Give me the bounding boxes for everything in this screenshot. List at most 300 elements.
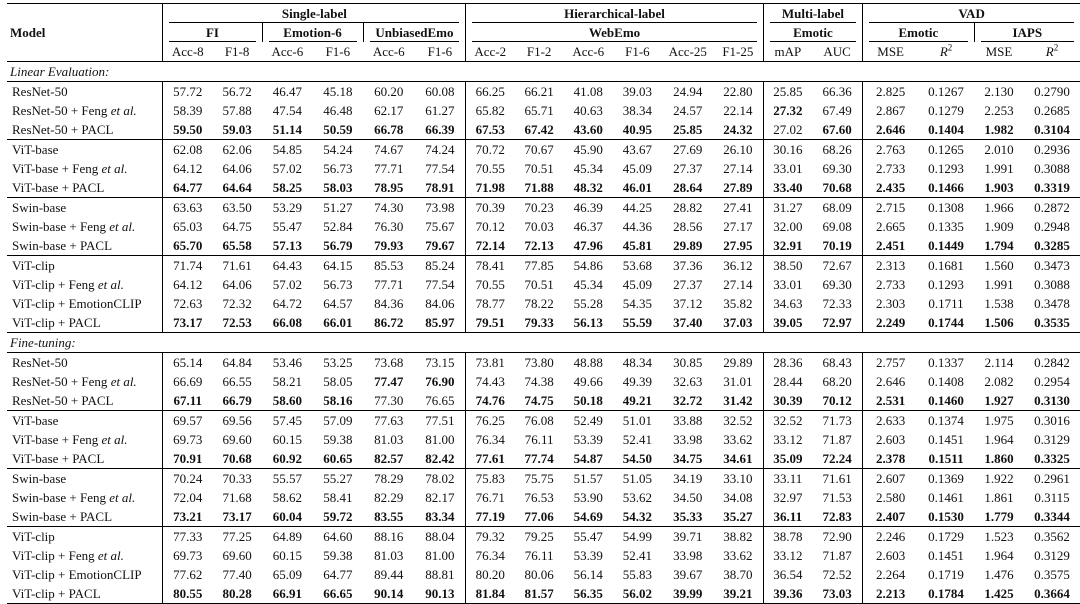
table-cell: 71.88 bbox=[524, 180, 554, 195]
table-cell: 56.72 bbox=[212, 82, 262, 102]
table-cell: 2.646 bbox=[863, 120, 918, 140]
table-cell: 72.13 bbox=[524, 238, 554, 253]
table-cell: 34.63 bbox=[763, 294, 812, 313]
table-cell: 77.54 bbox=[425, 161, 455, 176]
table-cell: 0.1279 bbox=[928, 103, 964, 118]
table-cell: 2.114 bbox=[974, 353, 1024, 373]
header-row-metrics bbox=[7, 42, 1080, 62]
table-cell: 83.55 bbox=[374, 509, 404, 524]
table-cell: 2.603 bbox=[863, 430, 918, 449]
table-cell: 1.991 bbox=[984, 277, 1014, 292]
table-cell: 80.06 bbox=[524, 567, 554, 582]
metric-header: F1-2 bbox=[526, 44, 552, 59]
table-cell: 0.1293 bbox=[928, 161, 964, 176]
table-cell: 27.32 bbox=[763, 101, 812, 120]
table-cell: 37.12 bbox=[673, 296, 703, 311]
table-cell: 58.16 bbox=[323, 393, 353, 408]
table-cell: 39.03 bbox=[612, 82, 662, 102]
table-cell: 0.1308 bbox=[918, 198, 974, 218]
metric-header: MSE bbox=[863, 42, 918, 62]
model-name: ViT-base bbox=[7, 411, 163, 431]
table-cell: 58.25 bbox=[272, 180, 302, 195]
table-cell: 1.982 bbox=[984, 122, 1014, 137]
metric-header: Acc-6 bbox=[372, 44, 405, 59]
table-cell: 59.50 bbox=[163, 120, 212, 140]
table-cell: 60.20 bbox=[363, 82, 414, 102]
table-cell: 73.03 bbox=[812, 584, 863, 604]
table-cell: 0.1408 bbox=[928, 374, 964, 389]
section-title: Fine-tuning: bbox=[7, 333, 1080, 353]
table-cell: 1.538 bbox=[984, 296, 1014, 311]
table-cell: 65.09 bbox=[272, 567, 302, 582]
table-cell: 57.02 bbox=[272, 161, 302, 176]
dataset-header-emotic-multilabel: Emotic bbox=[763, 23, 863, 42]
table-cell: 33.98 bbox=[673, 432, 703, 447]
table-cell: 24.57 bbox=[673, 103, 703, 118]
table-cell: 82.17 bbox=[425, 490, 455, 505]
table-row bbox=[7, 236, 1080, 256]
table-cell: 72.63 bbox=[163, 294, 212, 313]
table-cell: 56.13 bbox=[573, 315, 603, 330]
table-cell: 64.64 bbox=[222, 180, 252, 195]
section-header-row bbox=[7, 333, 1080, 353]
table-cell: 33.98 bbox=[673, 548, 703, 563]
table-cell: 64.60 bbox=[313, 527, 363, 547]
table-cell: 84.06 bbox=[425, 296, 455, 311]
table-cell: 35.27 bbox=[723, 509, 753, 524]
table-cell: 2.130 bbox=[974, 82, 1024, 102]
table-cell: 1.927 bbox=[984, 393, 1014, 408]
model-name: ViT-clip + PACL bbox=[7, 584, 163, 604]
table-cell: 71.87 bbox=[822, 548, 852, 563]
table-cell: 0.2948 bbox=[1034, 219, 1070, 234]
table-cell: 70.12 bbox=[466, 217, 514, 236]
table-cell: 0.1461 bbox=[928, 490, 964, 505]
table-cell: 29.89 bbox=[673, 238, 703, 253]
table-cell: 67.11 bbox=[163, 391, 212, 411]
table-cell: 0.2872 bbox=[1024, 198, 1080, 218]
table-cell: 28.64 bbox=[673, 180, 703, 195]
table-cell: 47.96 bbox=[573, 238, 603, 253]
table-cell: 59.72 bbox=[323, 509, 353, 524]
table-row bbox=[7, 159, 1080, 178]
table-row bbox=[7, 527, 1080, 547]
table-cell: 0.1681 bbox=[918, 256, 974, 276]
model-name: Swin-base + PACL bbox=[12, 509, 113, 524]
table-cell: 70.68 bbox=[822, 180, 852, 195]
table-cell: 78.41 bbox=[466, 256, 514, 276]
table-cell: 70.39 bbox=[466, 198, 514, 218]
table-cell: 63.50 bbox=[212, 198, 262, 218]
table-cell: 54.24 bbox=[313, 140, 363, 160]
table-row bbox=[7, 120, 1080, 140]
table-cell: 71.61 bbox=[212, 256, 262, 276]
table-cell: 70.51 bbox=[524, 161, 554, 176]
table-cell: 64.06 bbox=[222, 277, 252, 292]
table-cell: 55.47 bbox=[564, 527, 612, 547]
table-cell: 69.08 bbox=[822, 219, 852, 234]
table-cell: 1.903 bbox=[984, 180, 1014, 195]
header-row-groups bbox=[7, 4, 1080, 24]
table-cell: 22.14 bbox=[723, 103, 753, 118]
table-cell: 55.59 bbox=[622, 315, 652, 330]
table-cell: 45.34 bbox=[573, 161, 603, 176]
table-cell: 0.3129 bbox=[1034, 432, 1070, 447]
table-cell: 0.3478 bbox=[1034, 296, 1070, 311]
model-header: Model bbox=[10, 25, 46, 40]
table-cell: 74.38 bbox=[524, 374, 554, 389]
table-cell: 52.84 bbox=[323, 219, 353, 234]
table-row bbox=[7, 565, 1080, 584]
table-cell: 2.531 bbox=[863, 391, 918, 411]
table-cell: 26.10 bbox=[713, 140, 763, 160]
table-cell: 73.68 bbox=[363, 353, 414, 373]
table-cell: 85.97 bbox=[425, 315, 455, 330]
table-cell: 70.03 bbox=[524, 219, 554, 234]
metric-header: Acc-6 bbox=[271, 44, 304, 59]
table-cell: 46.47 bbox=[262, 82, 313, 102]
table-cell: 70.12 bbox=[822, 393, 852, 408]
table-cell: 44.25 bbox=[612, 198, 662, 218]
table-cell: 30.39 bbox=[763, 391, 812, 411]
table-cell: 77.25 bbox=[212, 527, 262, 547]
metric-header: Acc-2 bbox=[466, 42, 514, 62]
table-cell: 28.44 bbox=[763, 372, 812, 391]
group-header-hierarchical-label: Hierarchical-label bbox=[466, 4, 763, 24]
table-cell: 1.860 bbox=[984, 451, 1014, 466]
table-cell: 0.3016 bbox=[1024, 411, 1080, 431]
table-cell: 74.30 bbox=[363, 198, 414, 218]
model-name: ViT-clip bbox=[7, 256, 163, 276]
table-cell: 64.75 bbox=[222, 219, 252, 234]
table-cell: 73.81 bbox=[466, 353, 514, 373]
table-cell: 58.03 bbox=[323, 180, 353, 195]
table-cell: 45.90 bbox=[564, 140, 612, 160]
model-name: Swin-base + Feng et al. bbox=[12, 219, 136, 234]
table-row bbox=[7, 411, 1080, 431]
table-cell: 32.97 bbox=[763, 488, 812, 507]
table-cell: 70.67 bbox=[514, 140, 564, 160]
table-cell: 32.72 bbox=[673, 393, 703, 408]
table-cell: 84.36 bbox=[374, 296, 404, 311]
table-cell: 77.71 bbox=[374, 277, 404, 292]
table-cell: 2.264 bbox=[863, 565, 918, 584]
table-row bbox=[7, 275, 1080, 294]
table-cell: 43.67 bbox=[612, 140, 662, 160]
table-cell: 0.1404 bbox=[928, 122, 964, 137]
table-cell: 2.733 bbox=[863, 275, 918, 294]
table-cell: 2.646 bbox=[863, 372, 918, 391]
table-cell: 88.81 bbox=[425, 567, 455, 582]
table-cell: 66.01 bbox=[323, 315, 353, 330]
table-cell: 88.04 bbox=[414, 527, 465, 547]
table-cell: 0.3325 bbox=[1034, 451, 1070, 466]
table-cell: 48.34 bbox=[612, 353, 662, 373]
table-cell: 67.42 bbox=[524, 122, 554, 137]
table-cell: 28.36 bbox=[763, 353, 812, 373]
table-cell: 70.68 bbox=[222, 451, 252, 466]
table-cell: 43.60 bbox=[573, 122, 603, 137]
table-cell: 72.67 bbox=[812, 256, 863, 276]
table-cell: 35.33 bbox=[673, 509, 703, 524]
table-cell: 0.1265 bbox=[918, 140, 974, 160]
table-cell: 54.87 bbox=[573, 451, 603, 466]
table-cell: 2.303 bbox=[863, 294, 918, 313]
table-cell: 77.33 bbox=[163, 527, 212, 547]
table-cell: 32.52 bbox=[713, 411, 763, 431]
table-cell: 35.09 bbox=[763, 449, 812, 469]
section-title: Linear Evaluation: bbox=[10, 64, 110, 79]
table-row bbox=[7, 372, 1080, 391]
table-cell: 70.72 bbox=[466, 140, 514, 160]
table-cell: 1.991 bbox=[984, 161, 1014, 176]
table-cell: 58.21 bbox=[272, 374, 302, 389]
table-cell: 0.1719 bbox=[928, 567, 964, 582]
table-cell: 54.32 bbox=[622, 509, 652, 524]
group-header-vad: VAD bbox=[863, 4, 1080, 24]
metric-header: mAP bbox=[763, 42, 812, 62]
section-header-row bbox=[7, 62, 1080, 82]
table-cell: 31.01 bbox=[723, 374, 753, 389]
table-cell: 71.68 bbox=[222, 490, 252, 505]
model-name: ViT-base + Feng et al. bbox=[12, 432, 128, 447]
table-cell: 64.43 bbox=[262, 256, 313, 276]
table-cell: 45.34 bbox=[573, 277, 603, 292]
table-cell: 60.04 bbox=[272, 509, 302, 524]
table-cell: 64.12 bbox=[163, 275, 212, 294]
table-cell: 0.1337 bbox=[918, 353, 974, 373]
table-cell: 63.63 bbox=[163, 198, 212, 218]
table-cell: 76.34 bbox=[466, 430, 514, 449]
table-cell: 54.86 bbox=[564, 256, 612, 276]
table-cell: 1.506 bbox=[984, 315, 1014, 330]
table-cell: 2.249 bbox=[863, 313, 918, 333]
table-cell: 76.65 bbox=[425, 393, 455, 408]
table-cell: 33.12 bbox=[763, 546, 812, 565]
table-cell: 33.62 bbox=[723, 548, 753, 563]
table-cell: 77.71 bbox=[374, 161, 404, 176]
table-cell: 27.69 bbox=[662, 140, 713, 160]
table-cell: 40.95 bbox=[622, 122, 652, 137]
table-cell: 60.15 bbox=[272, 548, 302, 563]
table-cell: 73.98 bbox=[414, 198, 465, 218]
table-cell: 29.89 bbox=[713, 353, 763, 373]
table-cell: 72.90 bbox=[812, 527, 863, 547]
table-cell: 59.38 bbox=[323, 548, 353, 563]
table-cell: 72.53 bbox=[222, 315, 252, 330]
table-cell: 70.23 bbox=[514, 198, 564, 218]
metric-header: F1-6 bbox=[427, 44, 453, 59]
table-cell: 56.35 bbox=[564, 584, 612, 604]
table-cell: 2.213 bbox=[863, 584, 918, 604]
table-cell: 33.10 bbox=[713, 469, 763, 489]
table-cell: 66.79 bbox=[222, 393, 252, 408]
metric-header: $R^2$ bbox=[939, 42, 953, 59]
table-cell: 56.02 bbox=[612, 584, 662, 604]
table-cell: 72.32 bbox=[222, 296, 252, 311]
table-cell: 58.60 bbox=[272, 393, 302, 408]
table-cell: 27.95 bbox=[723, 238, 753, 253]
model-name: Swin-base bbox=[7, 469, 163, 489]
table-cell: 58.05 bbox=[323, 374, 353, 389]
table-cell: 38.82 bbox=[713, 527, 763, 547]
table-cell: 53.29 bbox=[262, 198, 313, 218]
metric-header: Acc-8 bbox=[163, 42, 212, 62]
table-cell: 31.27 bbox=[763, 198, 812, 218]
table-cell: 66.25 bbox=[466, 82, 514, 102]
table-cell: 76.90 bbox=[425, 374, 455, 389]
metric-header: F1-25 bbox=[722, 44, 754, 59]
group-header-single-label: Single-label bbox=[163, 4, 466, 24]
table-cell: 65.58 bbox=[222, 238, 252, 253]
table-cell: 76.11 bbox=[524, 548, 554, 563]
table-cell: 56.73 bbox=[323, 161, 353, 176]
table-cell: 27.14 bbox=[723, 161, 753, 176]
table-cell: 74.76 bbox=[466, 391, 514, 411]
table-cell: 2.435 bbox=[863, 178, 918, 198]
table-cell: 62.06 bbox=[212, 140, 262, 160]
table-cell: 82.29 bbox=[374, 490, 404, 505]
table-row bbox=[7, 82, 1080, 102]
group-header-multi-label: Multi-label bbox=[763, 4, 863, 24]
table-cell: 1.975 bbox=[974, 411, 1024, 431]
table-row bbox=[7, 449, 1080, 469]
table-cell: 72.97 bbox=[822, 315, 852, 330]
table-cell: 1.476 bbox=[984, 567, 1014, 582]
table-cell: 56.14 bbox=[573, 567, 603, 582]
table-cell: 58.62 bbox=[272, 490, 302, 505]
table-cell: 52.49 bbox=[564, 411, 612, 431]
table-cell: 54.35 bbox=[622, 296, 652, 311]
table-cell: 78.22 bbox=[524, 296, 554, 311]
table-cell: 38.34 bbox=[622, 103, 652, 118]
table-cell: 53.25 bbox=[313, 353, 363, 373]
table-cell: 72.83 bbox=[822, 509, 852, 524]
table-cell: 1.861 bbox=[984, 490, 1014, 505]
table-cell: 59.03 bbox=[222, 122, 252, 137]
table-cell: 1.909 bbox=[984, 219, 1014, 234]
table-cell: 2.580 bbox=[863, 488, 918, 507]
table-cell: 54.85 bbox=[262, 140, 313, 160]
table-cell: 24.32 bbox=[723, 122, 753, 137]
table-cell: 70.51 bbox=[524, 277, 554, 292]
table-cell: 62.08 bbox=[163, 140, 212, 160]
table-cell: 74.75 bbox=[524, 393, 554, 408]
table-cell: 27.02 bbox=[763, 120, 812, 140]
table-cell: 40.63 bbox=[573, 103, 603, 118]
table-cell: 65.03 bbox=[163, 217, 212, 236]
table-cell: 81.03 bbox=[374, 432, 404, 447]
table-cell: 32.63 bbox=[673, 374, 703, 389]
table-cell: 65.70 bbox=[163, 236, 212, 256]
model-name: ViT-base + PACL bbox=[12, 180, 105, 195]
table-cell: 45.18 bbox=[313, 82, 363, 102]
table-cell: 27.17 bbox=[723, 219, 753, 234]
results-body bbox=[7, 62, 1080, 604]
dataset-header-unbiasedemo: UnbiasedEmo bbox=[363, 23, 466, 42]
table-cell: 33.01 bbox=[763, 275, 812, 294]
table-cell: 54.99 bbox=[612, 527, 662, 547]
table-cell: 0.1374 bbox=[918, 411, 974, 431]
table-cell: 80.20 bbox=[466, 565, 514, 584]
table-cell: 81.84 bbox=[466, 584, 514, 604]
table-cell: 54.50 bbox=[622, 451, 652, 466]
table-row bbox=[7, 178, 1080, 198]
table-cell: 69.60 bbox=[222, 548, 252, 563]
table-cell: 66.91 bbox=[262, 584, 313, 604]
table-cell: 0.3535 bbox=[1034, 315, 1070, 330]
table-cell: 31.42 bbox=[723, 393, 753, 408]
table-cell: 82.57 bbox=[374, 451, 404, 466]
table-cell: 78.91 bbox=[425, 180, 455, 195]
table-cell: 53.62 bbox=[622, 490, 652, 505]
table-cell: 2.010 bbox=[974, 140, 1024, 160]
table-cell: 0.3344 bbox=[1034, 509, 1070, 524]
table-cell: 2.082 bbox=[984, 374, 1014, 389]
table-cell: 2.603 bbox=[863, 546, 918, 565]
dataset-header-iaps: IAPS bbox=[974, 23, 1080, 42]
table-cell: 69.73 bbox=[163, 430, 212, 449]
dataset-header-emotion6: Emotion-6 bbox=[262, 23, 363, 42]
table-cell: 68.26 bbox=[812, 140, 863, 160]
table-cell: 60.08 bbox=[414, 82, 465, 102]
table-cell: 30.16 bbox=[763, 140, 812, 160]
table-cell: 77.54 bbox=[425, 277, 455, 292]
table-cell: 36.11 bbox=[763, 507, 812, 527]
table-cell: 57.02 bbox=[272, 277, 302, 292]
table-cell: 74.43 bbox=[466, 372, 514, 391]
table-cell: 83.34 bbox=[425, 509, 455, 524]
table-cell: 46.01 bbox=[622, 180, 652, 195]
table-row bbox=[7, 198, 1080, 218]
table-cell: 53.39 bbox=[573, 548, 603, 563]
table-cell: 68.43 bbox=[812, 353, 863, 373]
model-name: ResNet-50 + Feng et al. bbox=[12, 374, 137, 389]
table-cell: 32.00 bbox=[763, 217, 812, 236]
table-cell: 24.94 bbox=[662, 82, 713, 102]
table-cell: 77.61 bbox=[466, 449, 514, 469]
model-name: ViT-clip + Feng et al. bbox=[12, 277, 124, 292]
table-cell: 50.18 bbox=[573, 393, 603, 408]
table-cell: 0.1267 bbox=[918, 82, 974, 102]
table-cell: 27.89 bbox=[723, 180, 753, 195]
table-cell: 64.06 bbox=[222, 161, 252, 176]
table-cell: 2.733 bbox=[863, 159, 918, 178]
table-cell: 90.13 bbox=[414, 584, 465, 604]
table-cell: 0.1460 bbox=[928, 393, 964, 408]
table-cell: 60.92 bbox=[272, 451, 302, 466]
table-cell: 25.85 bbox=[673, 122, 703, 137]
table-cell: 61.27 bbox=[425, 103, 455, 118]
table-cell: 45.09 bbox=[622, 277, 652, 292]
table-cell: 53.90 bbox=[573, 490, 603, 505]
table-cell: 70.33 bbox=[212, 469, 262, 489]
table-cell: 56.73 bbox=[323, 277, 353, 292]
table-cell: 71.87 bbox=[822, 432, 852, 447]
table-cell: 78.95 bbox=[374, 180, 404, 195]
table-row bbox=[7, 217, 1080, 236]
table-cell: 49.39 bbox=[622, 374, 652, 389]
table-row bbox=[7, 140, 1080, 160]
table-cell: 68.09 bbox=[812, 198, 863, 218]
model-name: Swin-base bbox=[7, 198, 163, 218]
table-cell: 50.59 bbox=[323, 122, 353, 137]
table-cell: 57.13 bbox=[272, 238, 302, 253]
table-cell: 56.79 bbox=[323, 238, 353, 253]
table-cell: 32.91 bbox=[763, 236, 812, 256]
table-cell: 76.08 bbox=[514, 411, 564, 431]
table-cell: 39.67 bbox=[673, 567, 703, 582]
